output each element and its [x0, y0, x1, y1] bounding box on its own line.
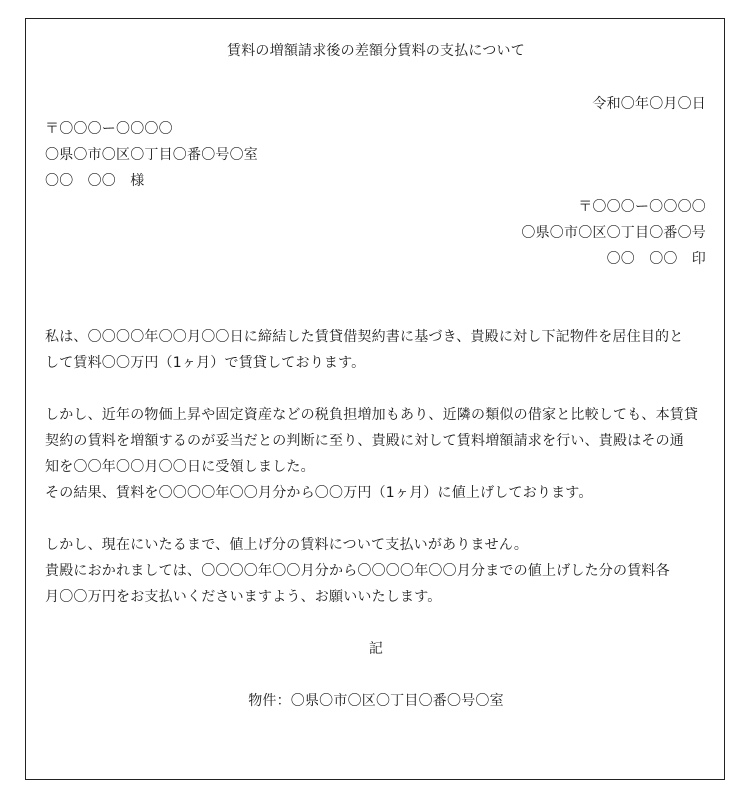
property-line: 物件：〇県〇市〇区〇丁目〇番〇号〇室	[248, 693, 504, 709]
sender-postal: 〒〇〇〇ー〇〇〇〇	[578, 199, 706, 215]
body-paragraph-3-line-1: しかし、現在にいたるまで、値上げ分の賃料について支払いがありません。	[45, 537, 529, 553]
ki-heading: 記	[368, 641, 384, 657]
body-paragraph-2-line-1: しかし、近年の物価上昇や固定資産などの税負担増加もあり、近隣の類似の借家と比較しても、本賃貸	[45, 407, 699, 423]
body-paragraph-3-line-2: 貴殿におかれましては、〇〇〇〇年〇〇月分から〇〇〇〇年〇〇月分までの値上げした分の賃料各	[45, 563, 670, 579]
sender-name: 〇〇 〇〇 印	[606, 251, 706, 267]
recipient-name: 〇〇 〇〇 様	[45, 173, 145, 189]
document-page	[25, 18, 725, 780]
body-paragraph-2-line-2: 契約の賃料を増額するのが妥当だとの判断に至り、貴殿に対して賃料増額請求を行い、貴殿はその通	[45, 433, 684, 449]
body-paragraph-2-line-3: 知を〇〇年〇〇月〇〇日に受領しました。	[45, 459, 315, 475]
sender-address: 〇県〇市〇区〇丁目〇番〇号	[521, 225, 706, 241]
recipient-address: 〇県〇市〇区〇丁目〇番〇号〇室	[45, 147, 258, 163]
body-paragraph-1-line-2: して賃料〇〇万円（1ヶ月）で賃貸しております。	[45, 355, 366, 371]
body-paragraph-2-line-4: その結果、賃料を〇〇〇〇年〇〇月分から〇〇万円（1ヶ月）に値上げしております。	[45, 485, 593, 501]
document-date: 令和〇年〇月〇日	[592, 96, 706, 112]
body-paragraph-3-line-3: 月〇〇万円をお支払いくださいますよう、お願いいたします。	[45, 589, 442, 605]
document-title: 賃料の増額請求後の差額分賃料の支払について	[227, 43, 525, 59]
body-paragraph-1-line-1: 私は、〇〇〇〇年〇〇月〇〇日に締結した賃貸借契約書に基づき、貴殿に対し下記物件を居住目的と	[45, 329, 684, 345]
recipient-postal: 〒〇〇〇ー〇〇〇〇	[45, 121, 173, 137]
